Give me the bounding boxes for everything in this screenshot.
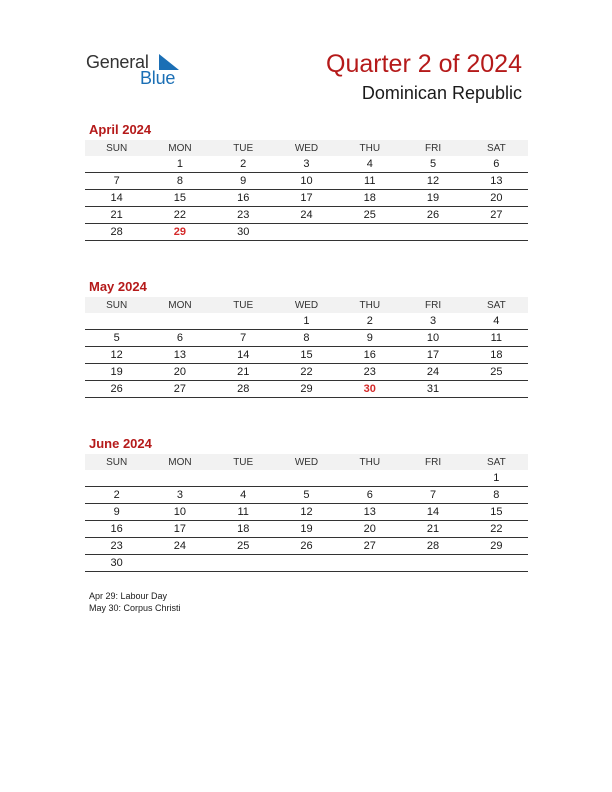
empty-day-cell	[275, 555, 338, 572]
day-cell: 28	[85, 224, 148, 241]
weekday-header-row	[85, 297, 528, 313]
week-row	[85, 347, 528, 364]
day-cell: 4	[338, 156, 401, 173]
empty-day-cell	[212, 470, 275, 487]
day-cell: 15	[465, 504, 528, 521]
calendar-table	[85, 297, 528, 398]
day-cell: 17	[148, 521, 211, 538]
week-row	[85, 381, 528, 398]
day-cell: 23	[338, 364, 401, 381]
empty-day-cell	[465, 555, 528, 572]
week-row	[85, 470, 528, 487]
day-cell: 8	[275, 330, 338, 347]
day-cell: 2	[85, 487, 148, 504]
empty-day-cell	[465, 224, 528, 241]
month-title: June 2024	[89, 436, 152, 451]
day-cell: 6	[465, 156, 528, 173]
empty-day-cell	[85, 470, 148, 487]
day-cell: 18	[465, 347, 528, 364]
day-cell: 22	[148, 207, 211, 224]
holiday-day-cell: 30	[338, 381, 401, 398]
day-cell: 16	[85, 521, 148, 538]
day-cell: 24	[275, 207, 338, 224]
day-cell: 2	[212, 156, 275, 173]
day-cell: 16	[212, 190, 275, 207]
day-cell: 12	[85, 347, 148, 364]
day-cell: 28	[401, 538, 464, 555]
week-row	[85, 190, 528, 207]
month-april	[85, 122, 528, 241]
day-cell: 18	[212, 521, 275, 538]
day-cell: 29	[275, 381, 338, 398]
empty-day-cell	[401, 224, 464, 241]
day-cell: 1	[275, 313, 338, 330]
day-cell: 14	[401, 504, 464, 521]
day-cell: 10	[401, 330, 464, 347]
month-may	[85, 279, 528, 398]
empty-day-cell	[401, 470, 464, 487]
country-name: Dominican Republic	[361, 83, 522, 103]
week-row	[85, 330, 528, 347]
weekday-header: THU	[338, 297, 401, 313]
week-row	[85, 538, 528, 555]
week-row	[85, 173, 528, 190]
empty-day-cell	[212, 555, 275, 572]
holiday-notes	[89, 590, 181, 614]
empty-day-cell	[275, 470, 338, 487]
day-cell: 15	[148, 190, 211, 207]
empty-day-cell	[148, 470, 211, 487]
week-row	[85, 364, 528, 381]
day-cell: 30	[85, 555, 148, 572]
weekday-header: SAT	[465, 140, 528, 156]
day-cell: 11	[212, 504, 275, 521]
week-row	[85, 504, 528, 521]
week-row	[85, 313, 528, 330]
day-cell: 12	[401, 173, 464, 190]
day-cell: 8	[148, 173, 211, 190]
day-cell: 2	[338, 313, 401, 330]
day-cell: 20	[338, 521, 401, 538]
empty-day-cell	[212, 313, 275, 330]
empty-day-cell	[275, 224, 338, 241]
holiday-note: May 30: Corpus Christi	[89, 603, 181, 613]
day-cell: 11	[465, 330, 528, 347]
day-cell: 24	[148, 538, 211, 555]
day-cell: 31	[401, 381, 464, 398]
day-cell: 19	[401, 190, 464, 207]
day-cell: 26	[275, 538, 338, 555]
weekday-header: SAT	[465, 454, 528, 470]
calendar-table	[85, 140, 528, 241]
weekday-header: MON	[148, 140, 211, 156]
day-cell: 27	[338, 538, 401, 555]
day-cell: 8	[465, 487, 528, 504]
empty-day-cell	[401, 555, 464, 572]
day-cell: 13	[148, 347, 211, 364]
day-cell: 5	[85, 330, 148, 347]
day-cell: 30	[212, 224, 275, 241]
day-cell: 7	[212, 330, 275, 347]
holiday-note: Apr 29: Labour Day	[89, 591, 168, 601]
day-cell: 3	[401, 313, 464, 330]
logo-blue-text: Blue	[140, 68, 176, 88]
weekday-header: TUE	[212, 297, 275, 313]
day-cell: 21	[401, 521, 464, 538]
day-cell: 1	[148, 156, 211, 173]
page-title: Quarter 2 of 2024	[326, 50, 522, 78]
empty-day-cell	[338, 555, 401, 572]
day-cell: 22	[465, 521, 528, 538]
weekday-header: WED	[275, 140, 338, 156]
weekday-header: THU	[338, 140, 401, 156]
day-cell: 11	[338, 173, 401, 190]
weekday-header: SUN	[85, 140, 148, 156]
day-cell: 14	[85, 190, 148, 207]
weekday-header: FRI	[401, 140, 464, 156]
day-cell: 25	[465, 364, 528, 381]
day-cell: 20	[148, 364, 211, 381]
weekday-header: SUN	[85, 454, 148, 470]
day-cell: 21	[85, 207, 148, 224]
empty-day-cell	[85, 156, 148, 173]
weekday-header-row	[85, 454, 528, 470]
day-cell: 28	[212, 381, 275, 398]
weekday-header: THU	[338, 454, 401, 470]
day-cell: 14	[212, 347, 275, 364]
day-cell: 23	[212, 207, 275, 224]
day-cell: 13	[465, 173, 528, 190]
day-cell: 7	[401, 487, 464, 504]
day-cell: 1	[465, 470, 528, 487]
day-cell: 26	[401, 207, 464, 224]
month-title: May 2024	[89, 279, 147, 294]
month-title: April 2024	[89, 122, 152, 137]
empty-day-cell	[465, 381, 528, 398]
day-cell: 5	[401, 156, 464, 173]
day-cell: 20	[465, 190, 528, 207]
day-cell: 27	[148, 381, 211, 398]
day-cell: 10	[148, 504, 211, 521]
day-cell: 6	[338, 487, 401, 504]
weekday-header: FRI	[401, 297, 464, 313]
day-cell: 5	[275, 487, 338, 504]
weekday-header: MON	[148, 454, 211, 470]
day-cell: 9	[338, 330, 401, 347]
week-row	[85, 555, 528, 572]
day-cell: 19	[85, 364, 148, 381]
weekday-header: TUE	[212, 140, 275, 156]
weekday-header: WED	[275, 454, 338, 470]
day-cell: 13	[338, 504, 401, 521]
day-cell: 6	[148, 330, 211, 347]
empty-day-cell	[85, 313, 148, 330]
empty-day-cell	[338, 470, 401, 487]
logo-general-text: General	[86, 52, 149, 72]
day-cell: 9	[85, 504, 148, 521]
day-cell: 22	[275, 364, 338, 381]
week-row	[85, 224, 528, 241]
day-cell: 10	[275, 173, 338, 190]
weekday-header: MON	[148, 297, 211, 313]
day-cell: 24	[401, 364, 464, 381]
weekday-header: FRI	[401, 454, 464, 470]
day-cell: 18	[338, 190, 401, 207]
day-cell: 16	[338, 347, 401, 364]
day-cell: 4	[465, 313, 528, 330]
holiday-day-cell: 29	[148, 224, 211, 241]
day-cell: 27	[465, 207, 528, 224]
week-row	[85, 207, 528, 224]
week-row	[85, 156, 528, 173]
day-cell: 3	[148, 487, 211, 504]
day-cell: 7	[85, 173, 148, 190]
day-cell: 15	[275, 347, 338, 364]
week-row	[85, 487, 528, 504]
day-cell: 12	[275, 504, 338, 521]
weekday-header: SAT	[465, 297, 528, 313]
week-row	[85, 521, 528, 538]
weekday-header: TUE	[212, 454, 275, 470]
day-cell: 21	[212, 364, 275, 381]
day-cell: 3	[275, 156, 338, 173]
day-cell: 19	[275, 521, 338, 538]
empty-day-cell	[148, 313, 211, 330]
day-cell: 25	[338, 207, 401, 224]
day-cell: 29	[465, 538, 528, 555]
logo	[86, 50, 196, 90]
day-cell: 4	[212, 487, 275, 504]
month-june	[85, 436, 528, 572]
empty-day-cell	[148, 555, 211, 572]
day-cell: 9	[212, 173, 275, 190]
day-cell: 25	[212, 538, 275, 555]
day-cell: 26	[85, 381, 148, 398]
calendar-table	[85, 454, 528, 572]
day-cell: 17	[401, 347, 464, 364]
weekday-header: WED	[275, 297, 338, 313]
weekday-header: SUN	[85, 297, 148, 313]
day-cell: 17	[275, 190, 338, 207]
empty-day-cell	[338, 224, 401, 241]
weekday-header-row	[85, 140, 528, 156]
day-cell: 23	[85, 538, 148, 555]
